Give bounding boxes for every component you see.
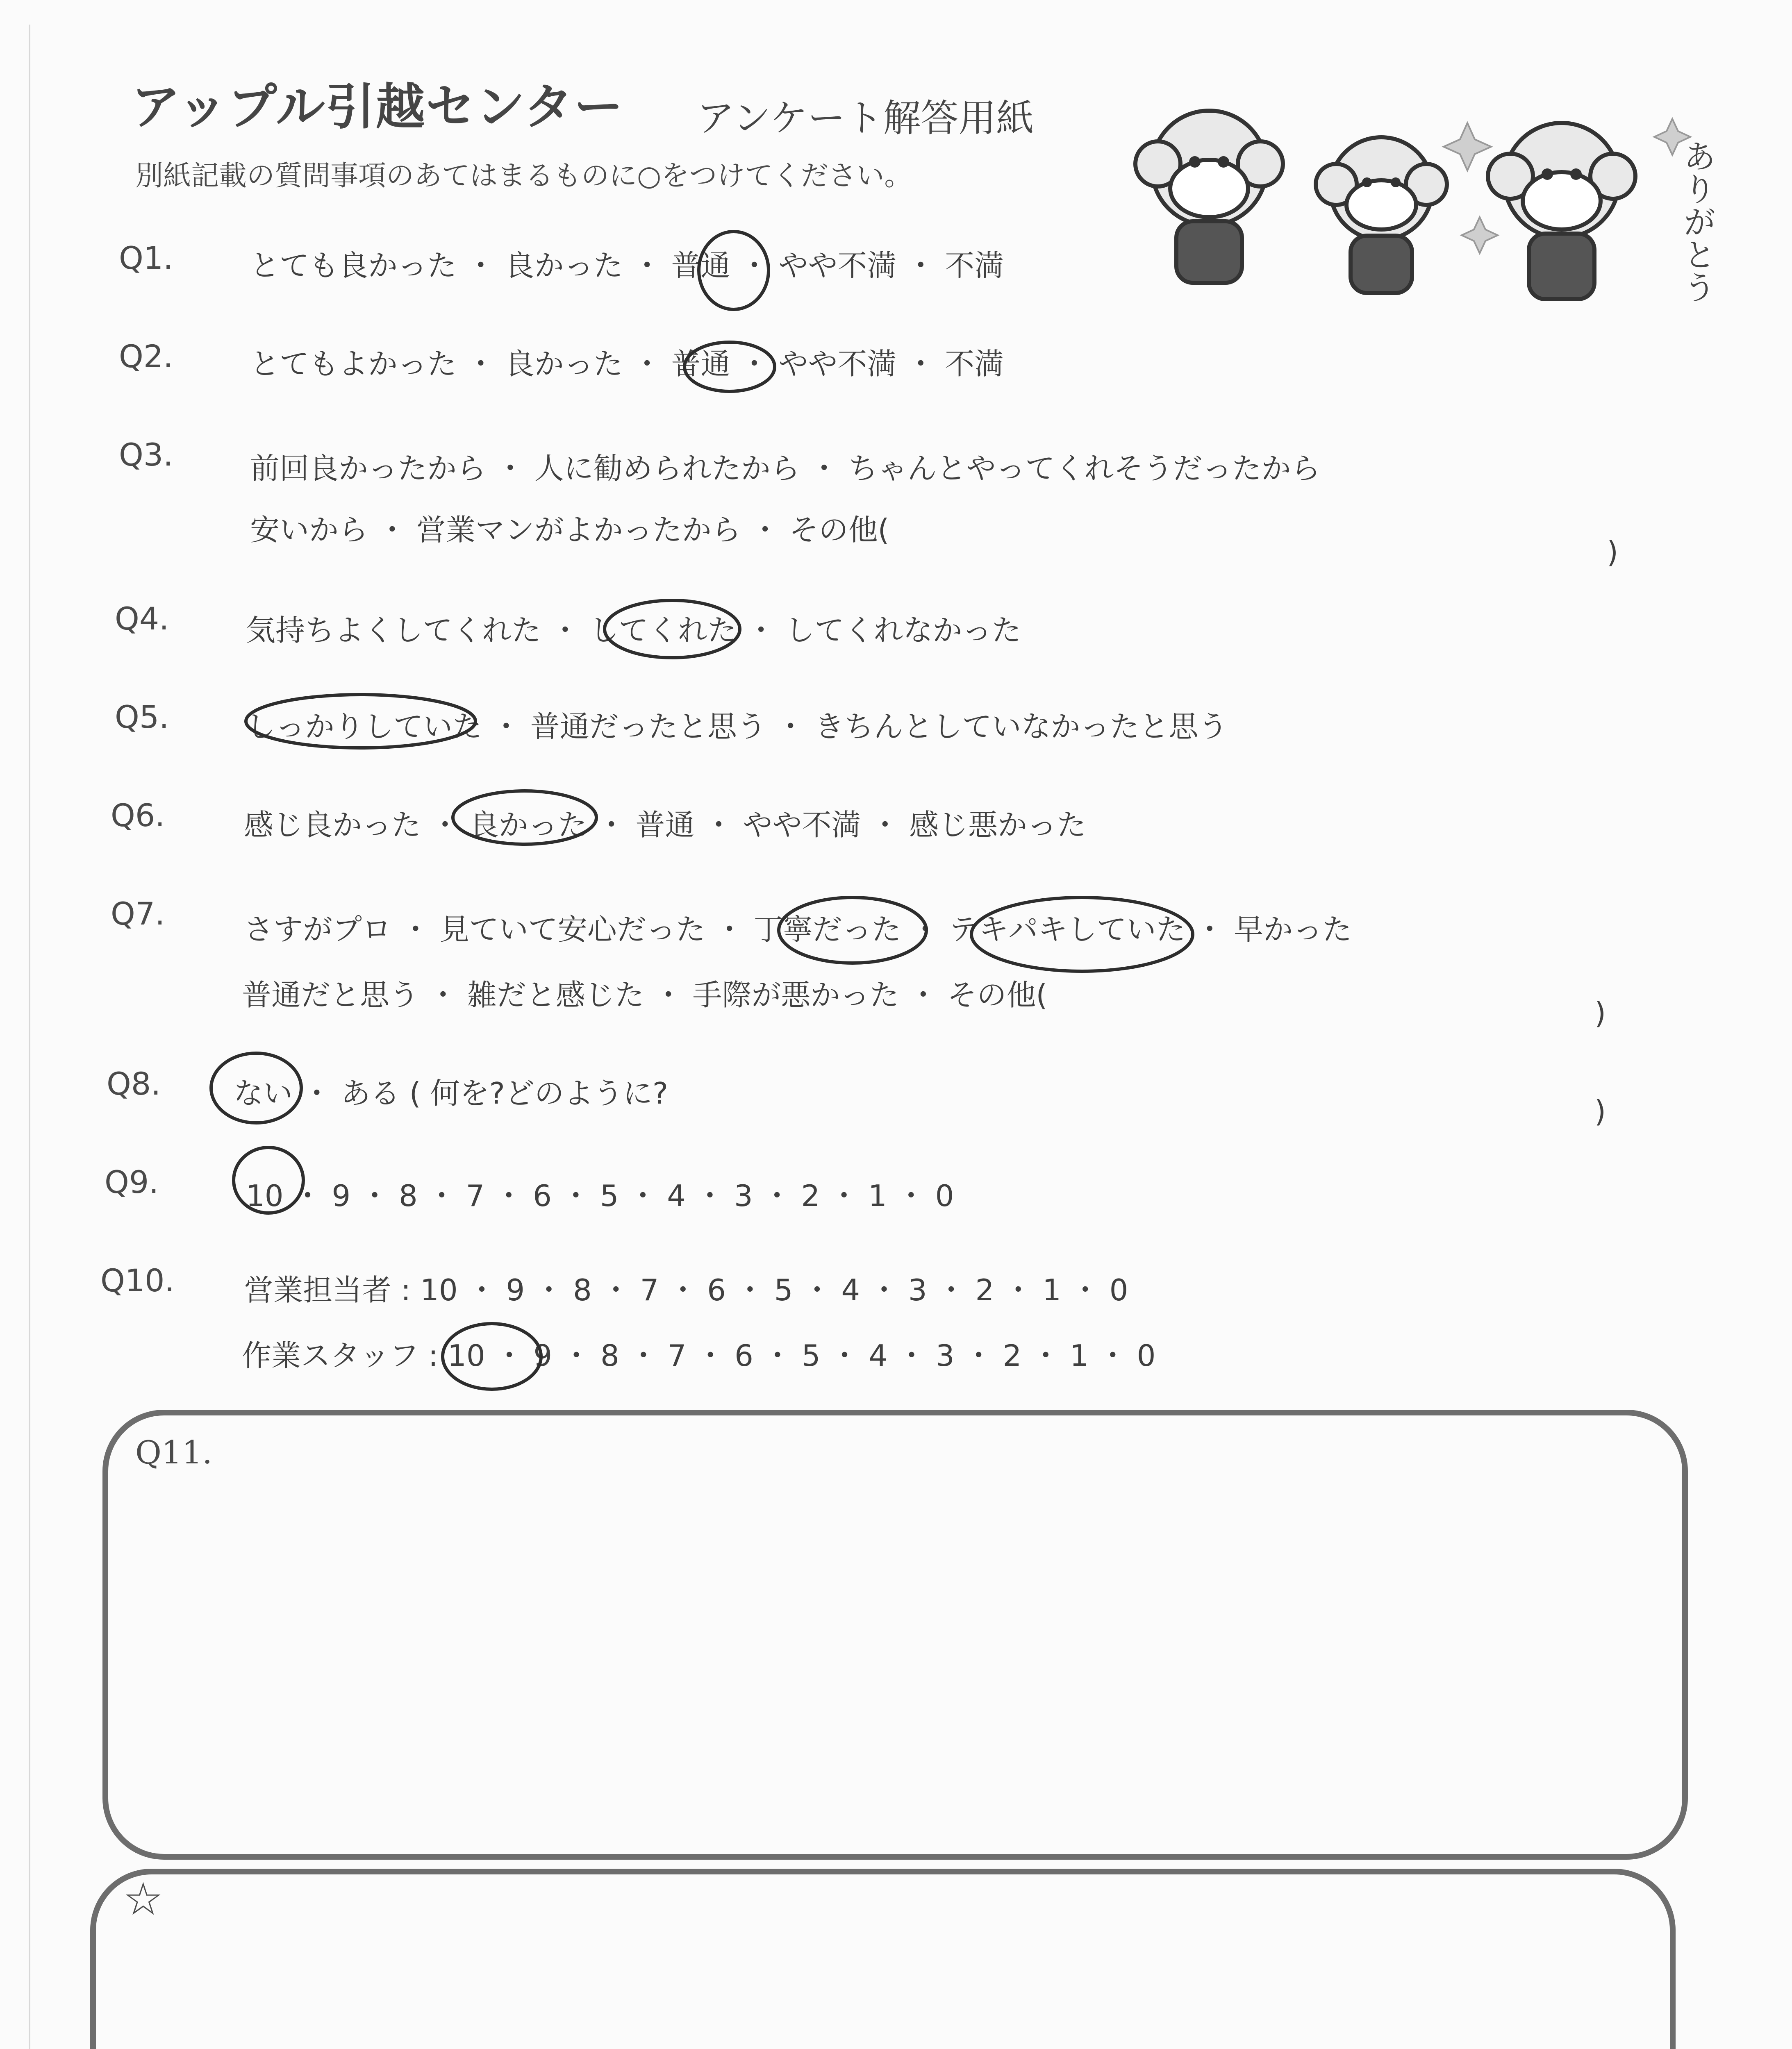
q3-close-paren: ): [1607, 535, 1619, 569]
q5-options: しっかりしていた ・ 普通だったと思う ・ きちんとしていなかったと思う: [246, 709, 1228, 744]
q8-options: ない ・ ある ( 何を?どのように?: [234, 1076, 669, 1111]
company-title: アップル引越センター: [131, 79, 624, 136]
q4-options: 気持ちよくしてくれた ・ してくれた ・ してくれなかった: [246, 613, 1021, 647]
instruction-text: 別紙記載の質問事項のあてはまるものに○をつけてください。: [135, 160, 912, 192]
q10-staff-scale: 作業スタッフ : 10 ・ 9 ・ 8 ・ 7 ・ 6 ・ 5 ・ 4 ・ 3 ・ 2 ・ 1 ・ 0: [242, 1338, 1156, 1373]
q3-options-line1: 前回良かったから ・ 人に勧められたから ・ ちゃんとやってくれそうだったから: [250, 451, 1321, 486]
q4-label: Q4.: [115, 600, 169, 637]
q10-label: Q10.: [100, 1262, 175, 1299]
q11-label: Q11.: [135, 1434, 212, 1471]
q9-scale: 10 ・ 9 ・ 8 ・ 7 ・ 6 ・ 5 ・ 4 ・ 3 ・ 2 ・ 1 ・ 0: [246, 1179, 954, 1213]
q3-options-line2: 安いから ・ 営業マンがよかったから ・ その他(: [250, 513, 889, 547]
q9-label: Q9.: [105, 1164, 159, 1200]
q7-options-line1: さすがプロ ・ 見ていて安心だった ・ 丁寧だった ・ テキパキしていた ・ 早かった: [244, 912, 1352, 947]
arigatou-text: ありがとう: [1678, 139, 1716, 303]
q10-sales-scale: 営業担当者 : 10 ・ 9 ・ 8 ・ 7 ・ 6 ・ 5 ・ 4 ・ 3 ・ 2 ・ 1 ・ 0: [244, 1273, 1128, 1307]
q6-label: Q6.: [111, 797, 165, 834]
q6-options: 感じ良かった ・ 良かった ・ 普通 ・ やや不満 ・ 感じ悪かった: [244, 808, 1087, 842]
form-subtitle: アンケート解答用紙: [697, 96, 1034, 140]
star-comment-box: [90, 1869, 1676, 2049]
star-label: ☆: [123, 1873, 164, 1925]
q3-label: Q3.: [119, 436, 173, 473]
q1-options: とても良かった ・ 良かった ・ 普通 ・ やや不満 ・ 不満: [250, 248, 1004, 283]
q11-comment-box: [102, 1410, 1688, 1860]
q2-label: Q2.: [119, 338, 173, 375]
q8-label: Q8.: [107, 1065, 161, 1102]
q8-close-paren: ): [1594, 1094, 1606, 1129]
q5-label: Q5.: [115, 699, 169, 735]
q7-options-line2: 普通だと思う ・ 雑だと感じた ・ 手際が悪かった ・ その他(: [242, 978, 1048, 1012]
q2-options: とてもよかった ・ 良かった ・ 普通 ・ やや不満 ・ 不満: [250, 347, 1004, 381]
q7-label: Q7.: [111, 895, 165, 932]
monkey-mascot-illustration: [1127, 94, 1722, 324]
q7-close-paren: ): [1594, 996, 1606, 1030]
q1-label: Q1.: [119, 240, 173, 276]
